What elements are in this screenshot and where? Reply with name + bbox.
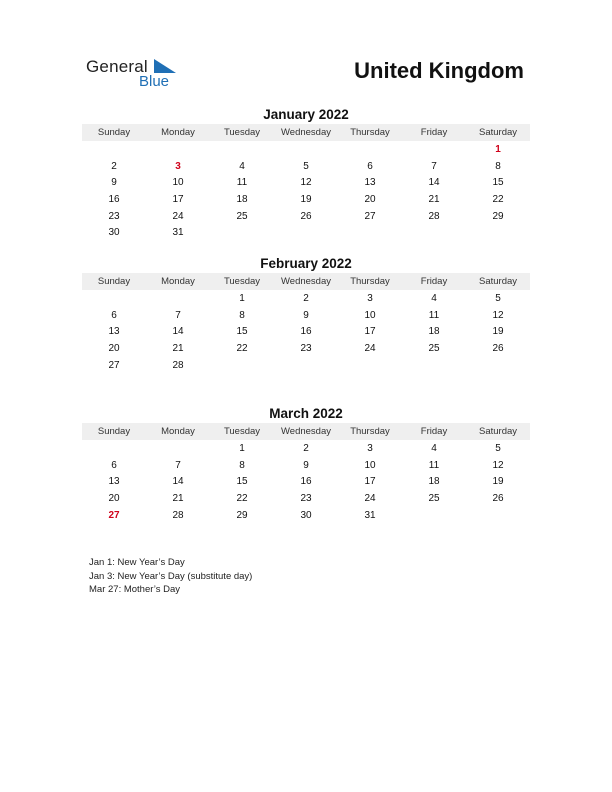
day-cell: 16 (300, 476, 312, 488)
day-cell: 9 (303, 459, 309, 471)
day-cell: 8 (239, 309, 245, 321)
day-cell (338, 225, 402, 242)
week-row (82, 159, 530, 176)
weekday-label: Sunday (97, 426, 131, 437)
generalblue-logo (86, 55, 186, 95)
day-cell: 28 (172, 359, 184, 371)
day-cell: 30 (300, 509, 312, 521)
logo-flag-icon (154, 59, 178, 73)
day-cell: 5 (495, 293, 501, 304)
day-cell (274, 358, 338, 375)
day-cell: 10 (364, 309, 376, 321)
weekday-label: Monday (161, 426, 195, 437)
day-cell (210, 225, 274, 242)
weekday-label: Sunday (97, 127, 131, 138)
day-cell (466, 225, 530, 242)
day-cell: 26 (492, 493, 504, 505)
day-cell: 7 (175, 459, 181, 471)
week-row (82, 324, 530, 341)
weekday-label: Tuesday (223, 127, 261, 138)
day-cell: 9 (303, 309, 309, 321)
weekday-label: Thursday (350, 426, 390, 437)
day-cell: 1 (239, 293, 245, 304)
day-cell: 22 (236, 343, 248, 355)
weekday-label: Wednesday (281, 276, 331, 287)
day-cell: 19 (492, 476, 504, 488)
holiday-note: Jan 3: New Year’s Day (substitute day) (89, 570, 253, 582)
day-cell: 5 (303, 160, 309, 172)
day-cell (402, 142, 466, 159)
day-cell: 14 (172, 476, 184, 488)
day-cell (274, 142, 338, 159)
day-cell: 12 (492, 459, 504, 471)
weekday-label: Wednesday (281, 127, 331, 138)
day-cell: 6 (111, 459, 117, 471)
day-cell: 20 (108, 343, 120, 355)
week-row (82, 441, 530, 458)
day-cell: 2 (303, 443, 309, 454)
day-cell: 9 (111, 177, 117, 189)
day-cell: 21 (428, 194, 440, 206)
week-row (82, 308, 530, 325)
weekday-label: Saturday (478, 127, 518, 138)
day-cell (146, 441, 210, 458)
weekday-header-row (82, 273, 530, 290)
day-cell: 15 (236, 326, 248, 338)
day-cell: 12 (492, 309, 504, 321)
day-cell: 6 (367, 160, 373, 172)
day-cell: 3 (367, 443, 373, 454)
month-title: January 2022 (263, 107, 349, 122)
day-cell: 18 (428, 476, 440, 488)
month-title: February 2022 (260, 256, 352, 271)
weekday-header-row (82, 124, 530, 141)
day-cell: 7 (175, 309, 181, 321)
day-cell (402, 225, 466, 242)
holiday-day-cell: 27 (108, 509, 120, 521)
week-row (82, 341, 530, 358)
day-cell: 11 (428, 459, 440, 471)
day-cell: 4 (239, 160, 245, 172)
logo-text-blue: Blue (139, 73, 170, 90)
holiday-day-cell: 3 (175, 160, 181, 172)
day-cell: 17 (172, 194, 184, 206)
day-cell (146, 142, 210, 159)
day-cell: 24 (364, 343, 376, 355)
day-cell: 31 (364, 509, 376, 521)
day-cell: 1 (239, 443, 245, 454)
day-cell (466, 358, 530, 375)
day-cell (338, 142, 402, 159)
day-cell: 17 (364, 326, 376, 338)
week-row (82, 192, 530, 209)
day-cell (210, 142, 274, 159)
weekday-label: Tuesday (223, 276, 261, 287)
weekday-label: Friday (420, 127, 448, 138)
day-cell (402, 508, 466, 525)
weekday-header-row (82, 423, 530, 440)
day-cell: 2 (111, 160, 117, 172)
weekday-label: Thursday (350, 276, 390, 287)
week-row (82, 358, 530, 375)
day-cell: 19 (492, 326, 504, 338)
day-cell: 24 (172, 210, 184, 222)
day-cell: 31 (172, 227, 184, 239)
day-cell: 13 (108, 326, 120, 338)
holiday-note: Mar 27: Mother’s Day (89, 584, 180, 595)
day-cell: 28 (428, 210, 440, 222)
day-cell: 28 (172, 509, 184, 521)
weekday-label: Friday (420, 426, 448, 437)
day-cell: 23 (300, 493, 312, 505)
day-cell (466, 508, 530, 525)
week-row (82, 458, 530, 475)
day-cell: 2 (303, 293, 309, 304)
day-cell: 29 (492, 210, 504, 222)
month-january (82, 106, 530, 242)
day-cell: 16 (108, 194, 120, 206)
day-cell: 27 (108, 359, 120, 371)
country-title: United Kingdom (354, 58, 524, 83)
holiday-day-cell: 1 (495, 144, 501, 155)
day-cell: 11 (236, 177, 248, 189)
weekday-label: Thursday (350, 127, 390, 138)
logo-text-general: General (86, 57, 148, 76)
weekday-label: Sunday (97, 276, 131, 287)
day-cell (82, 291, 146, 308)
day-cell: 26 (300, 210, 312, 222)
day-cell: 10 (172, 177, 184, 189)
day-cell: 14 (428, 177, 440, 189)
day-cell: 14 (172, 326, 184, 338)
day-cell: 21 (172, 343, 184, 355)
holiday-note: Jan 1: New Year’s Day (89, 557, 185, 568)
day-cell: 18 (428, 326, 440, 338)
day-cell (338, 358, 402, 375)
weekday-label: Monday (161, 127, 195, 138)
day-cell: 25 (428, 343, 440, 355)
week-row (82, 225, 530, 242)
month-title: March 2022 (269, 406, 343, 421)
day-cell: 16 (300, 326, 312, 338)
day-cell: 6 (111, 309, 117, 321)
day-cell: 25 (428, 493, 440, 505)
weekday-label: Saturday (478, 276, 518, 287)
day-cell (402, 358, 466, 375)
day-cell (82, 142, 146, 159)
day-cell: 25 (236, 210, 248, 222)
day-cell: 20 (108, 493, 120, 505)
day-cell: 19 (300, 194, 312, 206)
day-cell: 10 (364, 459, 376, 471)
day-cell: 3 (367, 293, 373, 304)
week-row (82, 291, 530, 308)
day-cell: 23 (300, 343, 312, 355)
holiday-notes (89, 556, 252, 597)
day-cell (274, 225, 338, 242)
day-cell: 22 (236, 493, 248, 505)
day-cell: 27 (364, 210, 376, 222)
week-row (82, 491, 530, 508)
day-cell: 22 (492, 194, 504, 206)
weekday-label: Saturday (478, 426, 518, 437)
day-cell: 13 (364, 177, 376, 189)
week-row (82, 209, 530, 226)
week-row (82, 175, 530, 192)
day-cell: 30 (108, 227, 120, 239)
month-march (82, 405, 530, 524)
weekday-label: Monday (161, 276, 195, 287)
day-cell: 11 (428, 309, 440, 321)
day-cell: 18 (236, 194, 248, 206)
day-cell: 5 (495, 443, 501, 454)
day-cell: 23 (108, 210, 120, 222)
weekday-label: Wednesday (281, 426, 331, 437)
week-row (82, 508, 530, 525)
day-cell (82, 441, 146, 458)
day-cell (146, 291, 210, 308)
day-cell: 13 (108, 476, 120, 488)
day-cell: 4 (431, 293, 437, 304)
day-cell: 17 (364, 476, 376, 488)
week-row (82, 142, 530, 159)
day-cell: 21 (172, 493, 184, 505)
day-cell: 26 (492, 343, 504, 355)
day-cell: 20 (364, 194, 376, 206)
day-cell: 29 (236, 509, 248, 521)
day-cell: 7 (431, 160, 437, 172)
weekday-label: Friday (420, 276, 448, 287)
day-cell: 24 (364, 493, 376, 505)
day-cell: 15 (236, 476, 248, 488)
month-february (82, 255, 530, 374)
weekday-label: Tuesday (223, 426, 261, 437)
day-cell: 15 (492, 177, 504, 189)
day-cell: 4 (431, 443, 437, 454)
day-cell: 8 (239, 459, 245, 471)
day-cell: 12 (300, 177, 312, 189)
week-row (82, 474, 530, 491)
day-cell: 8 (495, 160, 501, 172)
day-cell (210, 358, 274, 375)
